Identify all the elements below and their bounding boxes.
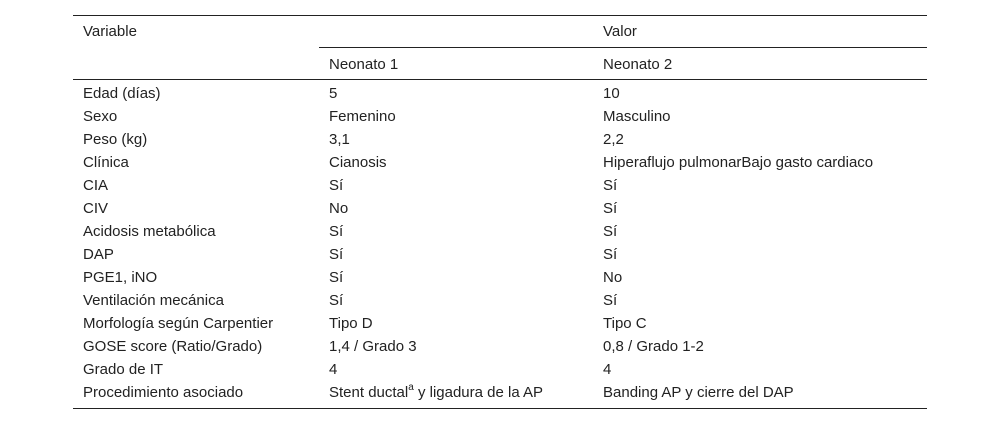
- cell-neonato-2: 4: [603, 361, 612, 378]
- header-bottom-rule: [73, 79, 927, 80]
- cell-neonato-1: Sí: [329, 177, 344, 194]
- cell-neonato-1: Sí: [329, 223, 344, 240]
- cell-text: y ligadura de la AP: [413, 384, 544, 401]
- valor-rule: [319, 47, 927, 48]
- cell-neonato-2: 0,8 / Grado 1-2: [603, 338, 704, 355]
- cell-variable: Morfología según Carpentier: [83, 315, 274, 332]
- cell-variable: GOSE score (Ratio/Grado): [83, 338, 263, 355]
- cell-neonato-1: 3,1: [329, 131, 350, 148]
- cell-variable: Grado de IT: [83, 361, 164, 378]
- cell-neonato-1: 1,4 / Grado 3: [329, 338, 417, 355]
- cell-neonato-1: Femenino: [329, 108, 396, 125]
- cell-variable: Edad (días): [83, 85, 161, 102]
- cell-neonato-2: Sí: [603, 223, 618, 240]
- header-variable: Variable: [83, 23, 137, 40]
- cell-neonato-1: Sí: [329, 246, 344, 263]
- cell-neonato-1: Tipo D: [329, 315, 373, 332]
- cell-text: Stent ductal: [329, 384, 409, 401]
- cell-variable: CIV: [83, 200, 109, 217]
- cell-variable: PGE1, iNO: [83, 269, 158, 286]
- cell-variable: Sexo: [83, 108, 118, 125]
- header-neonato-2: Neonato 2: [603, 56, 673, 73]
- cell-neonato-2: Masculino: [603, 108, 671, 125]
- cell-variable: Ventilación mecánica: [83, 292, 224, 309]
- cell-neonato-1: Sí: [329, 292, 344, 309]
- cell-variable: Acidosis metabólica: [83, 223, 216, 240]
- cell-neonato-1: [329, 384, 543, 402]
- cell-neonato-2: Banding AP y cierre del DAP: [603, 384, 794, 401]
- cell-neonato-2: No: [603, 269, 623, 286]
- cell-neonato-2: Hiperaflujo pulmonarBajo gasto cardiaco: [603, 154, 874, 171]
- cell-neonato-1: 4: [329, 361, 338, 378]
- cell-neonato-2: Sí: [603, 246, 618, 263]
- header-neonato-1: Neonato 1: [329, 56, 399, 73]
- footnote-marker: a: [408, 382, 414, 393]
- cell-variable: Clínica: [83, 154, 129, 171]
- cell-variable: DAP: [83, 246, 114, 263]
- cell-neonato-1: 5: [329, 85, 338, 102]
- bottom-rule: [73, 408, 927, 409]
- cell-variable: CIA: [83, 177, 109, 194]
- cell-neonato-1: No: [329, 200, 349, 217]
- cell-variable: Procedimiento asociado: [83, 384, 244, 401]
- cell-neonato-2: Sí: [603, 177, 618, 194]
- cell-neonato-2: Tipo C: [603, 315, 647, 332]
- cell-neonato-2: Sí: [603, 292, 618, 309]
- header-valor: Valor: [603, 23, 637, 40]
- cell-neonato-2: Sí: [603, 200, 618, 217]
- top-rule: [73, 15, 927, 16]
- cell-neonato-2: 10: [603, 85, 620, 102]
- cell-neonato-1: Sí: [329, 269, 344, 286]
- cell-variable: Peso (kg): [83, 131, 148, 148]
- cell-neonato-2: 2,2: [603, 131, 624, 148]
- cell-neonato-1: Cianosis: [329, 154, 387, 171]
